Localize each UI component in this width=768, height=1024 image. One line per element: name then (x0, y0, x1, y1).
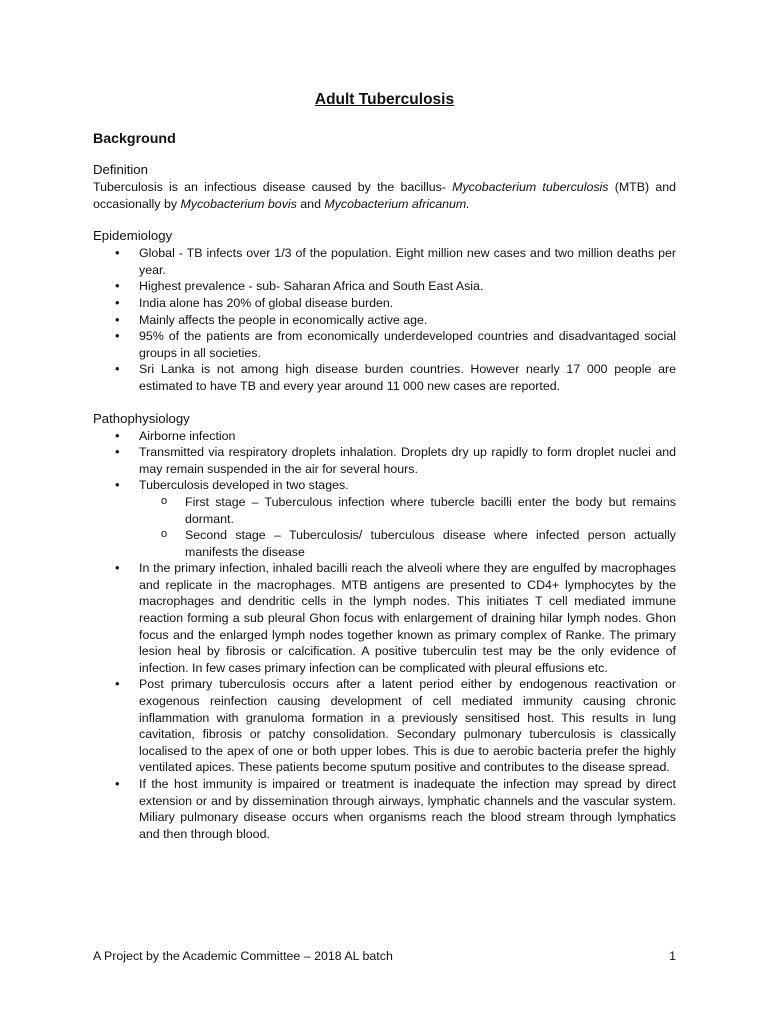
page-number: 1 (669, 949, 676, 963)
list-item (93, 477, 676, 560)
definition-text-part: and (296, 196, 325, 211)
page-footer (93, 948, 676, 965)
definition-text (93, 179, 676, 212)
list-item-text: Tuberculosis developed in two stages. (139, 478, 349, 493)
list-item: • India alone has 20% of global disease burden. (93, 295, 676, 312)
list-item: • 95% of the patients are from economically underdeveloped countries and disadvantaged social groups in all societies. (93, 328, 676, 361)
epidemiology-list (93, 245, 676, 394)
stages-sublist (139, 494, 676, 560)
pathophysiology-list (93, 428, 676, 843)
sublist-item: o First stage – Tuberculous infection where tubercle bacilli enter the body but remains dormant. (139, 494, 676, 527)
species-name: Mycobacterium tuberculosis (452, 180, 609, 194)
species-name: Mycobacterium africanum. (324, 196, 470, 211)
list-item: • Global - TB infects over 1/3 of the population. Eight million new cases and two million deaths per year. (93, 245, 676, 278)
list-item: • Mainly affects the people in economically active age. (93, 312, 676, 329)
list-item: • If the host immunity is impaired or treatment is inadequate the infection may spread by direct extension or and by dissemination through airways, lymphatic channels and the vascular system. Miliary pulmonary disease occurs when organisms reach the blood stream through lymphatics and then through blood. (93, 776, 676, 842)
list-item: • Highest prevalence - sub- Saharan Africa and South East Asia. (93, 278, 676, 295)
document-page (93, 90, 676, 858)
background-heading: Background (93, 131, 176, 147)
definition-text-part: Tuberculosis is an infectious disease caused by the bacillus- (93, 180, 453, 194)
page-title: Adult Tuberculosis (314, 91, 455, 108)
species-name: Mycobacterium bovis (180, 196, 297, 211)
epidemiology-section (93, 228, 676, 394)
sublist-item: o Second stage – Tuberculosis/ tuberculous disease where infected person actually manifests the disease (139, 527, 676, 560)
definition-section (93, 162, 676, 212)
list-item: • Transmitted via respiratory droplets inhalation. Droplets dry up rapidly to form droplet nuclei and may remain suspended in the air for several hours. (93, 444, 676, 477)
list-item: • In the primary infection, inhaled bacilli reach the alveoli where they are engulfed by macrophages and replicate in the macrophages. MTB antigens are presented to CD4+ lymphocytes by the macrophages and dendritic cells in the lymph nodes. This initiates T cell mediated immune reaction forming a sub pleural Ghon focus with enlargement of draining hilar lymph nodes. Ghon focus and the enlarged lymph nodes together known as primary complex of Ranke. The primary lesion heal by fibrosis or calcification. A positive tuberculin test may be the only evidence of infection. In few cases primary infection can be complicated with pleural effusions etc. (93, 560, 676, 676)
definition-text-part: (MTB) and occasionally by (93, 180, 676, 211)
list-item: • Sri Lanka is not among high disease burden countries. However nearly 17 000 people are estimated to have TB and every year around 11 000 new cases are reported. (93, 361, 676, 394)
pathophysiology-section (93, 411, 676, 843)
list-item: • Airborne infection (93, 428, 676, 445)
epidemiology-heading: Epidemiology (93, 228, 173, 244)
pathophysiology-heading: Pathophysiology (93, 410, 190, 426)
footer-credit: A Project by the Academic Committee – 2018 AL batch (93, 949, 393, 963)
definition-heading: Definition (93, 162, 148, 177)
list-item: • Post primary tuberculosis occurs after a latent period either by endogenous reactivation or exogenous reinfection causing development of cell mediated immunity causing chronic inflammation with granuloma formation in a previously sensitised host. This results in lung cavitation, fibrosis or patchy consolidation. Secondary pulmonary tuberculosis is classically localised to the apex of one or both upper lobes. This is due to aerobic bacteria prefer the highly ventilated apices. These patients become sputum positive and contributes to the disease spread. (93, 676, 676, 776)
